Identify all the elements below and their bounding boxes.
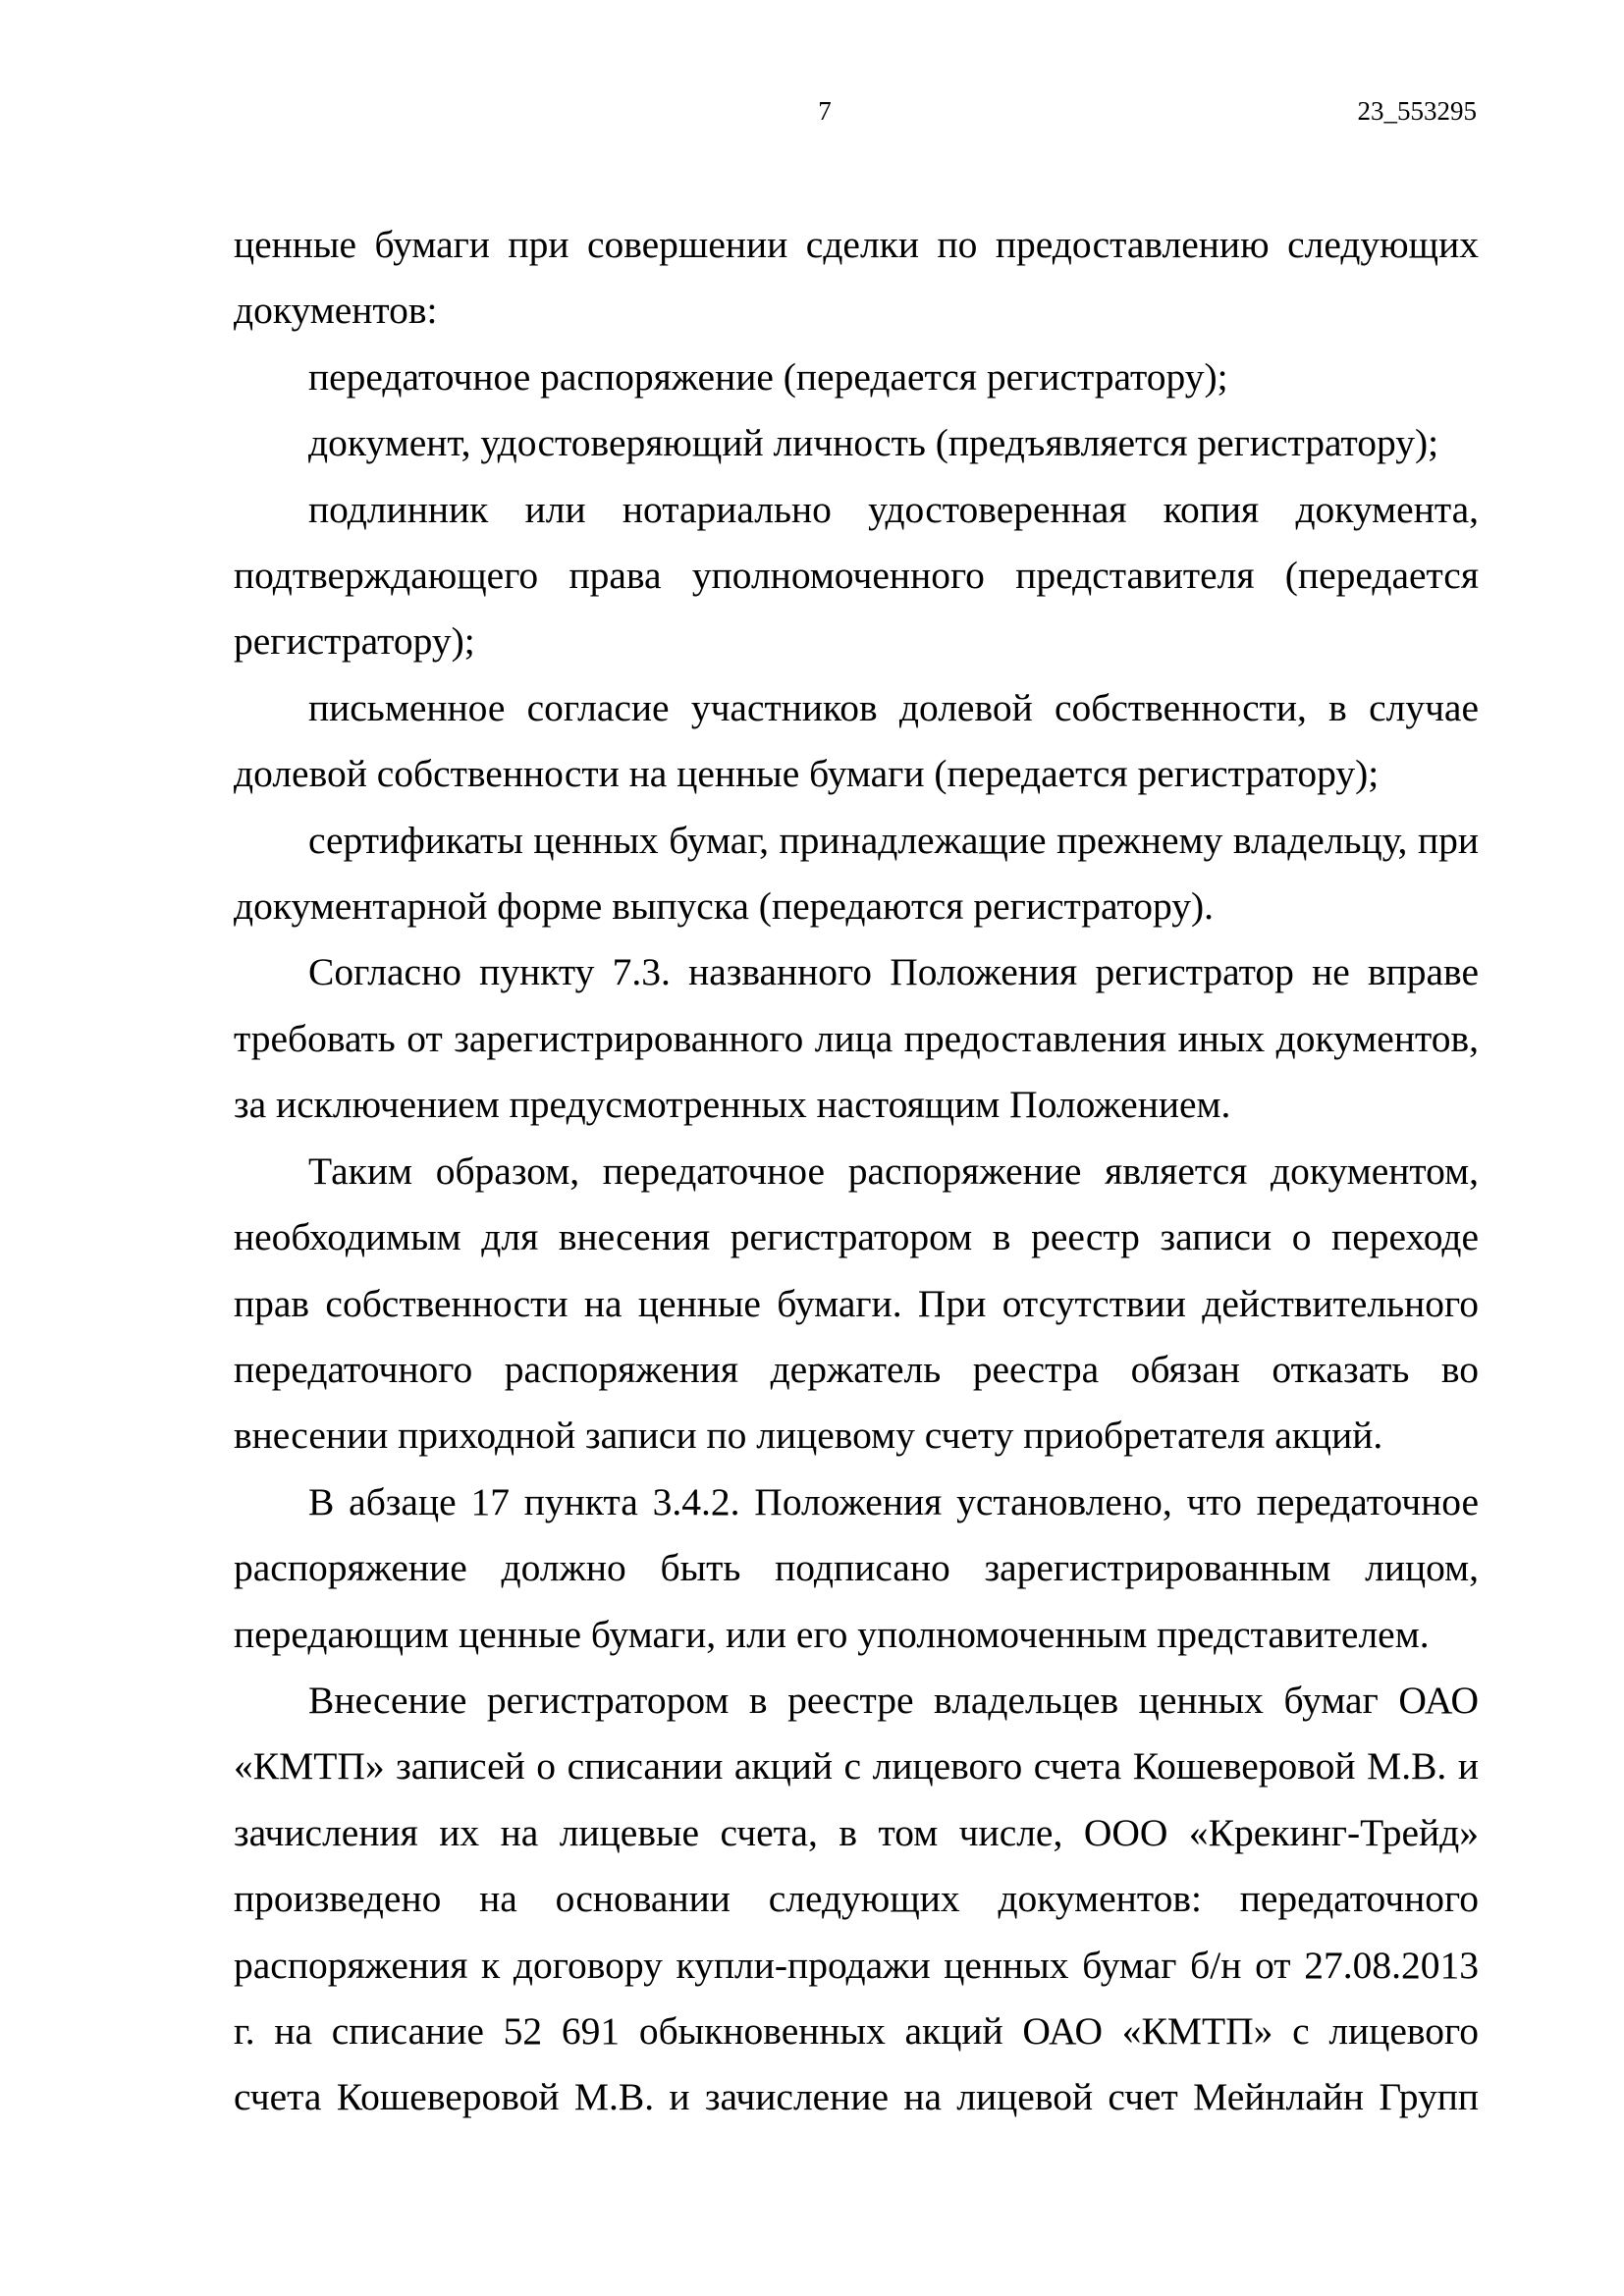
document-body <box>234 212 1479 2131</box>
paragraph: Таким образом, передаточное распоряжение является документом, необходимым для внесения регистратором в реестр записи о переходе прав собственности на ценные бумаги. При отсутствии действительного передаточного распоряжения держатель реестра обязан отказать во внесении приходной записи по лицевому счету приобретателя акций. <box>234 1148 1479 1458</box>
page-number: 7 <box>818 96 832 126</box>
paragraph: письменное согласие участников долевой собственности, в случае долевой собственности на ценные бумаги (передается регистратору); <box>234 685 1479 796</box>
paragraph: В абзаце 17 пункта 3.4.2. Положения установлено, что передаточное распоряжение должно быть подписано зарегистрированным лицом, передающим ценные бумаги, или его уполномоченным представителем. <box>234 1479 1479 1656</box>
paragraph: документ, удостоверяющий личность (предъявляется регистратору); <box>308 421 1439 465</box>
paragraph: Согласно пункту 7.3. названного Положения регистратор не вправе требовать от зарегистрированного лица предоставления иных документов, за исключением предусмотренных настоящим Положением. <box>234 950 1479 1127</box>
paragraph-continued: Внесение регистратором в реестре владельцев ценных бумаг ОАО «КМТП» записей о списании акций с лицевого счета Кошеверовой М.В. и зачисления их на лицевые счета, в том числе, ООО «Крекинг-Трейд» произведено на основании следующих документов: передаточного распоряжения к договору купли-продажи ценных бумаг б/н от 27.08.2013 г. на списание 52 691 обыкновенных акций ОАО «КМТП» с лицевого счета Кошеверовой М.В. и зачисление на лицевой счет Мейнлайн Групп <box>234 1678 1479 2119</box>
paragraph: передаточное распоряжение (передается регистратору); <box>308 354 1228 399</box>
paragraph: ценные бумаги при совершении сделки по предоставлению следующих документов: <box>234 223 1479 333</box>
paragraph: подлинник или нотариально удостоверенная копия документа, подтверждающего права уполномоченного представителя (передается регистратору); <box>234 487 1479 664</box>
paragraph: сертификаты ценных бумаг, принадлежащие прежнему владельцу, при документарной форме выпуска (передаются регистратору). <box>234 818 1479 929</box>
document-number: 23_553295 <box>1357 96 1477 126</box>
